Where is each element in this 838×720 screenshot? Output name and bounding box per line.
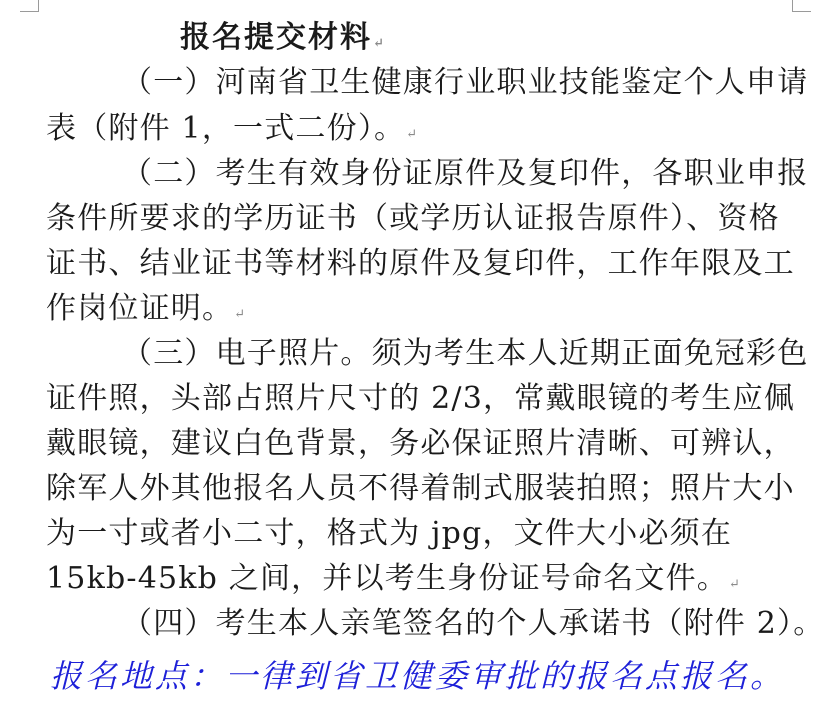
title-text: 报名提交材料 [180,20,372,55]
line-text: （四）考生本人亲笔签名的个人承诺书（附件 2）。 [122,606,825,641]
line-text: 条件所要求的学历证书（或学历认证报告原件）、资格 [46,201,780,236]
line-text: 证件照，头部占照片尺寸的 2/3，常戴眼镜的考生应佩 [46,381,796,416]
paragraph-line [46,111,417,153]
line-text: （一）河南省卫生健康行业职业技能鉴定个人申请 [122,65,809,100]
paragraph-line [46,291,245,333]
crop-mark-top-left [20,11,39,12]
paragraph-line [46,201,780,237]
paragraph-line [122,65,808,101]
line-text: 为一寸或者小二寸，格式为 jpg，文件大小必须在 [46,516,733,551]
line-text: （二）考生有效身份证原件及复印件，各职业申报 [122,156,809,191]
paragraph-line [46,561,740,603]
crop-mark-top-right [792,11,811,12]
line-text: 除军人外其他报名人员不得着制式服装拍照；照片大小 [46,471,795,506]
paragraph-line [46,246,795,282]
paragraph-line [46,426,795,462]
line-text: 表（附件 1，一式二份）。 [46,111,406,146]
document-title [180,20,384,62]
paragraph-line [122,336,808,372]
paragraph-line [46,381,795,417]
line-text: 作岗位证明。 [46,291,234,326]
line-text: 证书、结业证书等材料的原件及复印件，工作年限及工 [46,246,795,281]
registration-address: 报名地点：一律到省卫健委审批的报名点报名。 [50,657,786,695]
paragraph-line [46,471,795,507]
paragraph-line [122,156,808,192]
paragraph-mark-icon: ↵ [373,36,384,51]
paragraph-line [46,516,732,552]
paragraph-mark-icon: ↵ [729,577,740,592]
paragraph-line [122,606,824,642]
line-text: （三）电子照片。须为考生本人近期正面免冠彩色 [122,336,809,371]
line-text: 戴眼镜，建议白色背景，务必保证照片清晰、可辨认， [46,426,795,461]
paragraph-mark-icon: ↵ [234,307,246,322]
line-text: 15kb-45kb 之间，并以考生身份证号命名文件。 [46,561,728,596]
paragraph-mark-icon: ↵ [406,127,418,142]
